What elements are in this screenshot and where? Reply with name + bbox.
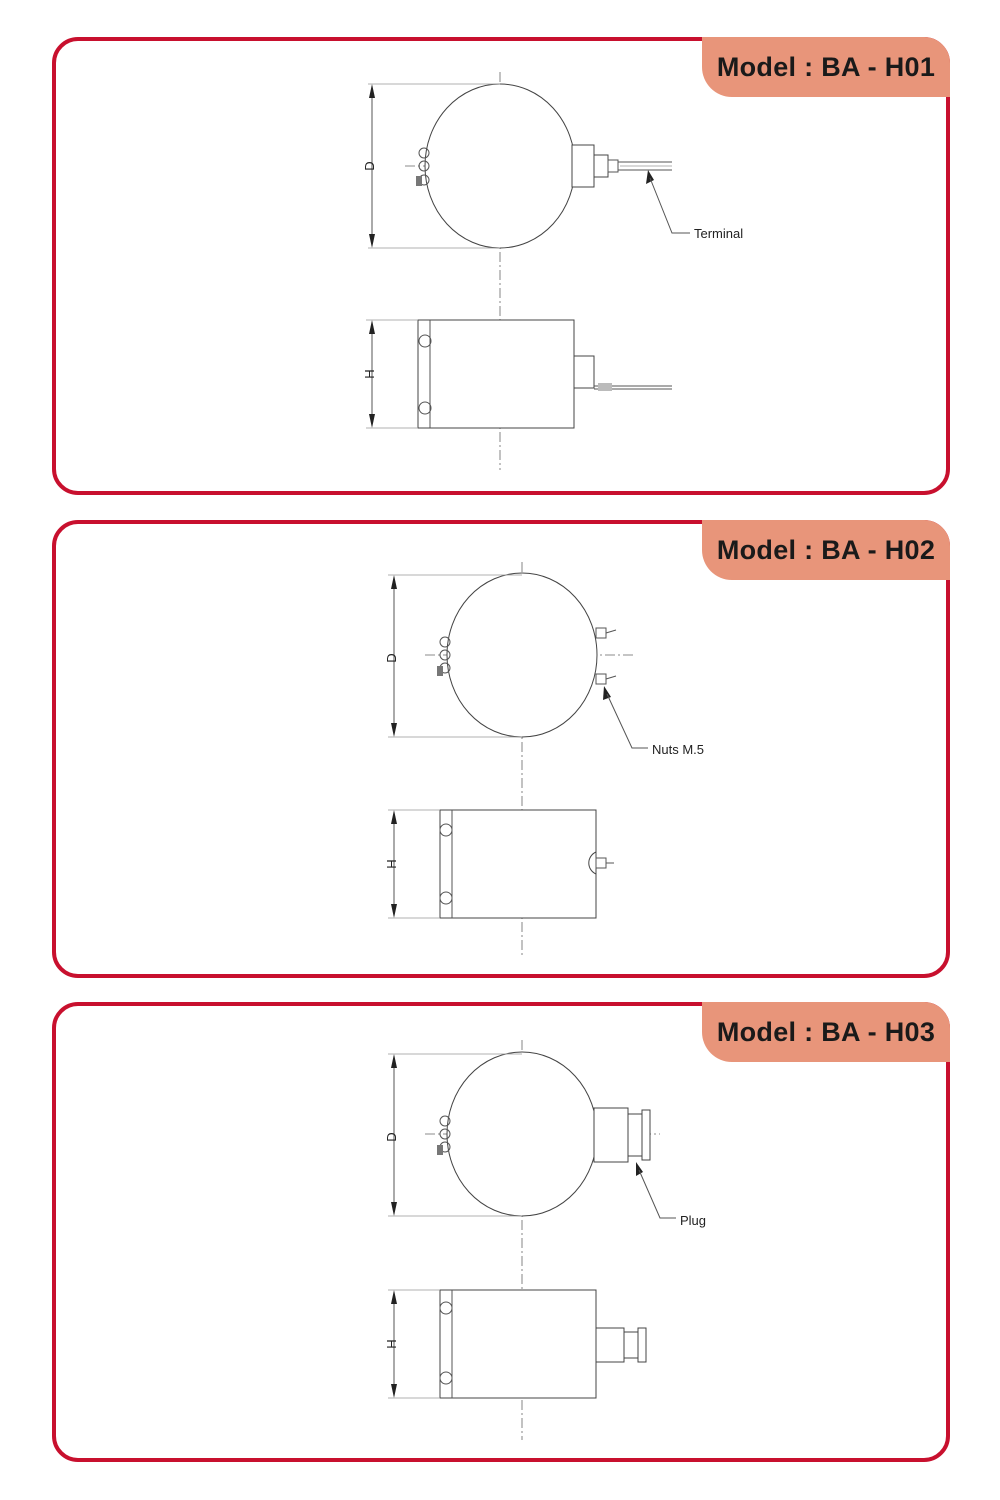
model-title: Model : BA - H01 — [702, 37, 950, 97]
dimension-h — [384, 1290, 440, 1398]
heater-band-side-view — [440, 1290, 596, 1398]
plug-side-view — [596, 1328, 646, 1362]
dimension-h-label: H — [384, 1339, 399, 1349]
terminal-label: Terminal — [694, 226, 744, 241]
plug-callout — [636, 1162, 706, 1228]
model-title: Model : BA - H02 — [702, 520, 950, 580]
dimension-h-label: H — [384, 859, 399, 869]
plug-label: Plug — [680, 1213, 707, 1228]
model-title: Model : BA - H03 — [702, 1002, 950, 1062]
dimension-d-label: D — [362, 161, 377, 171]
heater-band-top-view — [447, 1052, 597, 1216]
dimension-d-label: D — [384, 653, 399, 663]
plug-icon — [594, 1108, 650, 1162]
dimension-h-label: H — [362, 369, 377, 379]
dimension-d-label: D — [384, 1132, 399, 1142]
nuts-label: Nuts M.5 — [652, 742, 705, 757]
